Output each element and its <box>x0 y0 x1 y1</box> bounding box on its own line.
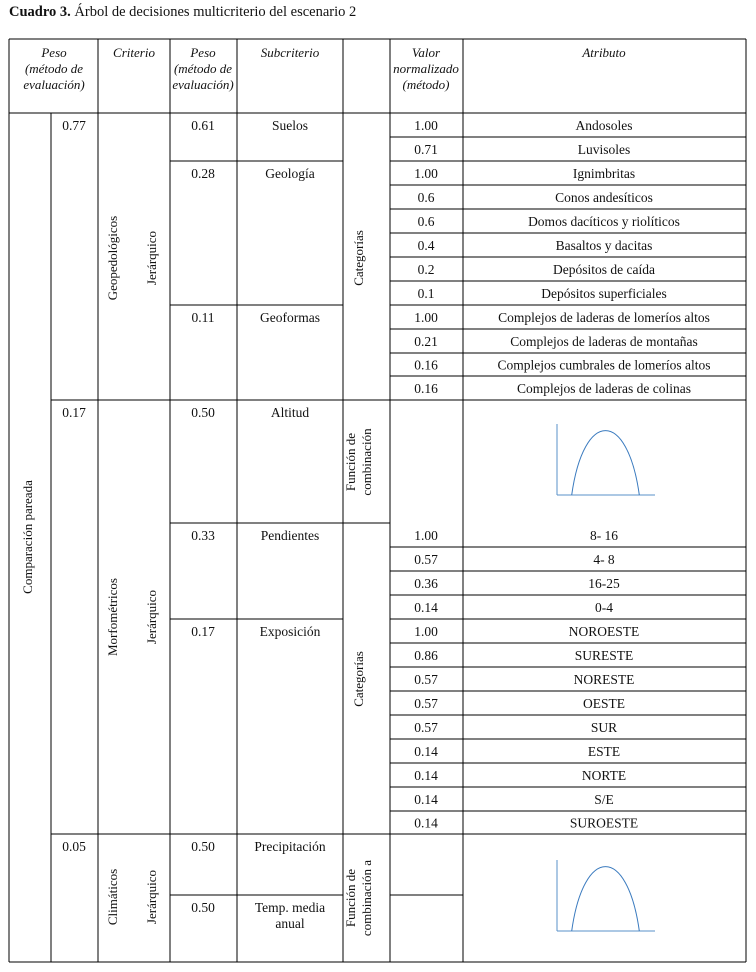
attribute-name: Depósitos de caída <box>553 262 655 277</box>
criterion-method: Jerárquico <box>144 589 159 645</box>
attribute-name: SUR <box>590 720 618 735</box>
header-valor: normalizado <box>393 61 459 76</box>
subcriterion-weight: 0.61 <box>191 118 215 133</box>
subcriterion-name: Geoformas <box>260 310 320 325</box>
attribute-value: 0.86 <box>414 648 438 663</box>
attribute-value: 1.00 <box>414 624 438 639</box>
attribute-value: 0.71 <box>414 142 438 157</box>
attribute-name: SUROESTE <box>569 815 639 831</box>
criterion-method: Jerárquico <box>144 230 159 286</box>
subcriterion-name: Precipitación <box>254 839 326 854</box>
attribute-name: NORESTE <box>573 672 635 687</box>
attribute-value: 0.14 <box>414 600 438 615</box>
attribute-value: 0.14 <box>414 744 438 759</box>
header-valor: Valor <box>411 45 441 60</box>
attribute-name: OESTE <box>583 696 625 711</box>
membership-curve <box>572 431 640 495</box>
attribute-name: Luvisoles <box>577 142 631 157</box>
attribute-value: 0.2 <box>417 262 435 277</box>
attribute-name: Complejos de laderas de colinas <box>517 381 691 396</box>
attribute-name: Depósitos superficiales <box>541 286 667 301</box>
attribute-name: 4- 8 <box>593 552 615 567</box>
criterion-name: Climáticos <box>105 868 120 926</box>
attribute-value: 0.16 <box>414 357 438 373</box>
norm-method-categorias: Categorías <box>351 230 366 286</box>
attribute-value: 0.36 <box>414 576 438 591</box>
subcriterion-weight: 0.33 <box>191 528 215 543</box>
subcriterion-name: Geología <box>265 166 315 181</box>
header-valor: (método) <box>402 77 450 92</box>
subcriterion-weight: 0.50 <box>191 405 215 420</box>
attribute-value: 0.57 <box>414 552 438 567</box>
norm-method-funcion: combinación a <box>359 859 374 937</box>
subcriterion-weight: 0.11 <box>191 310 215 325</box>
header-criterio: Criterio <box>113 45 155 60</box>
subcriterion-name: Temp. media <box>254 900 326 915</box>
attribute-name: Complejos de laderas de montañas <box>510 334 698 349</box>
subcriterion-name: Exposición <box>259 624 321 639</box>
table-text <box>20 45 710 936</box>
attribute-value: 0.57 <box>414 720 438 735</box>
attribute-value: 0.21 <box>414 334 438 349</box>
attribute-value: 1.00 <box>414 310 438 325</box>
criterion-weight: 0.17 <box>62 405 86 420</box>
attribute-name: 16-25 <box>588 576 620 591</box>
method-root-label: Comparación pareada <box>20 480 35 594</box>
attribute-value: 0.1 <box>417 286 435 301</box>
attribute-value: 1.00 <box>414 528 438 543</box>
attribute-name: NOROESTE <box>568 624 640 639</box>
header-peso-2: evaluación) <box>172 77 234 92</box>
membership-curve-altitud <box>557 424 655 495</box>
header-peso: evaluación) <box>23 77 85 92</box>
attribute-name: Basaltos y dacitas <box>555 238 653 253</box>
attribute-value: 0.16 <box>414 381 438 396</box>
norm-method-categorias: Categorías <box>351 651 366 707</box>
subcriterion-weight: 0.17 <box>191 624 215 639</box>
attribute-name: Conos andesíticos <box>555 190 653 205</box>
attribute-name: ESTE <box>587 744 621 759</box>
criterion-method: Jerárquico <box>144 869 159 925</box>
attribute-value: 0.4 <box>417 238 435 253</box>
attribute-name: Ignimbritas <box>572 166 636 181</box>
attribute-value: 0.57 <box>414 696 438 711</box>
attribute-value: 0.14 <box>414 792 438 807</box>
header-peso: (método de <box>24 61 84 76</box>
criterion-name: Geopedológicos <box>105 215 120 301</box>
criterion-weight: 0.77 <box>62 118 86 133</box>
subcriterion-name: Altitud <box>270 405 310 420</box>
caption-label: Cuadro 3. <box>9 4 71 20</box>
subcriterion-weight: 0.28 <box>191 166 215 181</box>
attribute-name: S/E <box>594 792 614 807</box>
caption-text: Árbol de decisiones multicriterio del escenario 2 <box>74 4 357 20</box>
attribute-name: Domos dacíticos y riolíticos <box>528 214 680 229</box>
criterion-weight: 0.05 <box>62 839 86 854</box>
attribute-name: Complejos de laderas de lomeríos altos <box>498 310 710 325</box>
attribute-value: 0.14 <box>414 768 438 783</box>
attribute-value: 0.6 <box>417 214 435 229</box>
attribute-name: 8- 16 <box>589 528 619 543</box>
norm-method-funcion: combinación <box>359 428 374 496</box>
norm-method-funcion: Función de <box>343 432 358 492</box>
attribute-name: 0-4 <box>595 600 613 615</box>
subcriterion-weight: 0.50 <box>191 839 215 854</box>
attribute-name: Complejos cumbrales de lomeríos altos <box>497 357 711 373</box>
membership-curve-climaticos <box>557 860 655 931</box>
attribute-name: SURESTE <box>574 648 634 663</box>
subcriterion-name: anual <box>275 916 305 931</box>
subcriterion-weight: 0.50 <box>191 900 215 915</box>
header-atributo: Atributo <box>582 45 626 60</box>
subcriterion-name: Pendientes <box>260 528 320 543</box>
attribute-value: 1.00 <box>414 166 438 181</box>
header-peso-2: (método de <box>173 61 233 76</box>
header-subcriterio: Subcriterio <box>260 45 320 60</box>
criterion-name: Morfométricos <box>105 578 120 656</box>
norm-method-funcion: Función de <box>343 868 358 928</box>
subcriterion-name: Suelos <box>271 118 309 133</box>
attribute-name: Andosoles <box>575 118 633 133</box>
attribute-value: 0.57 <box>414 672 438 687</box>
attribute-name: NORTE <box>581 768 627 783</box>
membership-curve <box>572 867 640 931</box>
attribute-value: 0.14 <box>414 815 438 831</box>
attribute-value: 1.00 <box>414 118 438 133</box>
attribute-value: 0.6 <box>417 190 435 205</box>
header-peso-2: Peso <box>190 45 216 60</box>
header-peso: Peso <box>41 45 67 60</box>
